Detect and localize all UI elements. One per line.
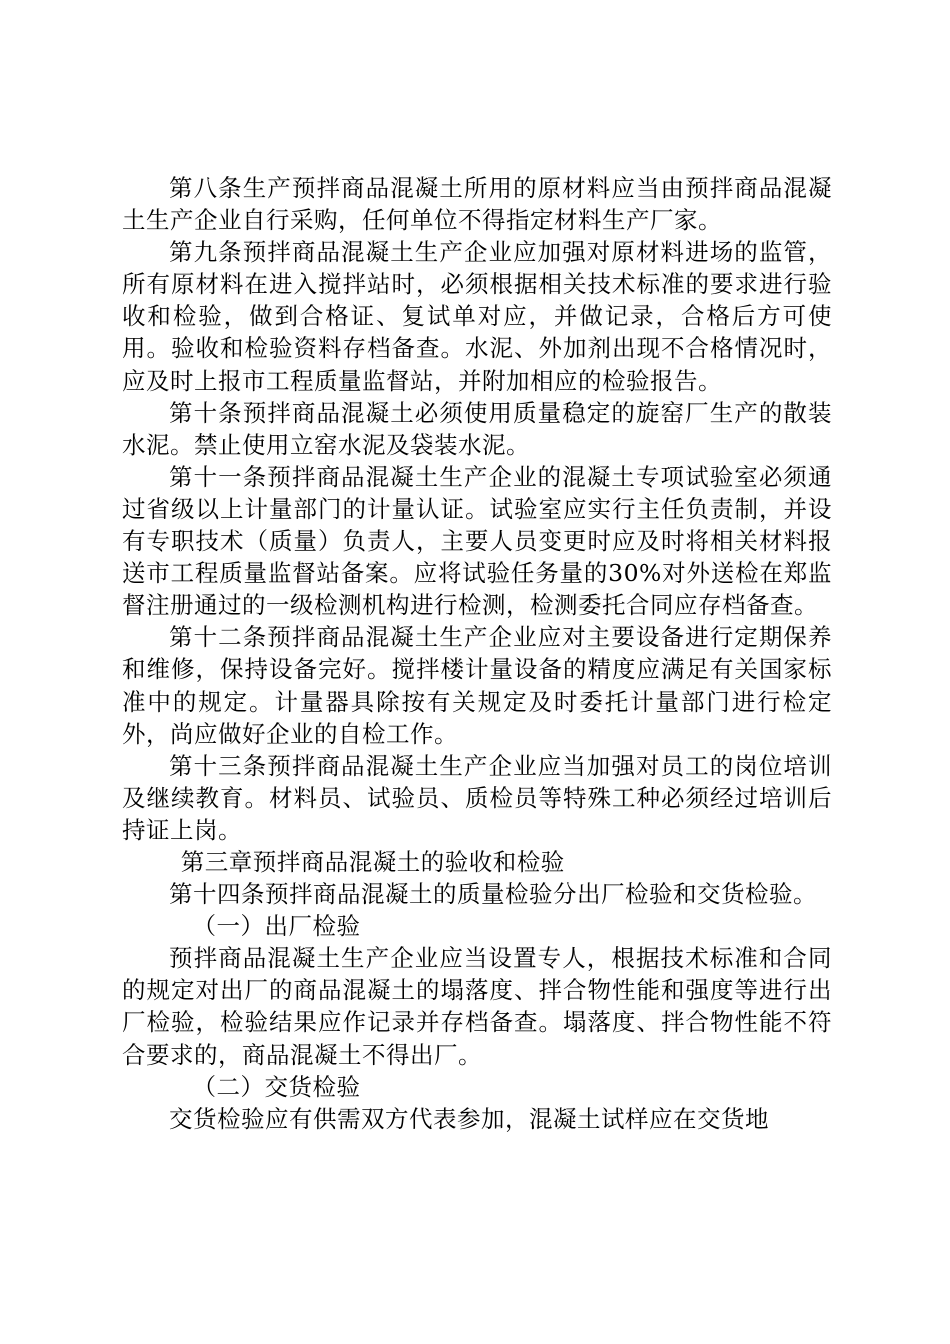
article-13-paragraph: 第十三条预拌商品混凝土生产企业应当加强对员工的岗位培训及继续教育。材料员、试验员、质检员等特殊工种必须经过培训后持证上岗。 bbox=[122, 751, 832, 844]
delivery-inspection-subheading: （二）交货检验 bbox=[192, 1072, 361, 1101]
article-10-paragraph: 第十条预拌商品混凝土必须使用质量稳定的旋窑厂生产的散装水泥。禁止使用立窑水泥及袋装水泥。 bbox=[122, 398, 832, 459]
article-11-paragraph: 第十一条预拌商品混凝土生产企业的混凝土专项试验室必须通过省级以上计量部门的计量认证。试验室应实行主任负责制，并设有专职技术（质量）负责人，主要人员变更时应及时将相关材料报送市工程质量监督站备案。应将试验任务量的30%对外送检在郑监督注册通过的一级检测机构进行检测，检测委托合同应存档备查。 bbox=[122, 462, 832, 620]
document-body bbox=[122, 172, 832, 1135]
delivery-inspection-paragraph: 交货检验应有供需双方代表参加，混凝土试样应在交货地 bbox=[169, 1104, 769, 1133]
article-12-paragraph: 第十二条预拌商品混凝土生产企业应对主要设备进行定期保养和维修，保持设备完好。搅拌楼计量设备的精度应满足有关国家标准中的规定。计量器具除按有关规定及时委托计量部门进行检定外，尚应做好企业的自检工作。 bbox=[122, 623, 832, 748]
chapter-3-heading: 第三章预拌商品混凝土的验收和检验 bbox=[180, 847, 565, 876]
article-8-paragraph: 第八条生产预拌商品混凝土所用的原材料应当由预拌商品混凝土生产企业自行采购，任何单位不得指定材料生产厂家。 bbox=[122, 174, 832, 235]
article-9-paragraph: 第九条预拌商品混凝土生产企业应加强对原材料进场的监管，所有原材料在进入搅拌站时，必须根据相关技术标准的要求进行验收和检验，做到合格证、复试单对应，并做记录，合格后方可使用。验收和检验资料存档备查。水泥、外加剂出现不合格情况时，应及时上报市工程质量监督站，并附加相应的检验报告。 bbox=[122, 238, 832, 395]
factory-inspection-paragraph: 预拌商品混凝土生产企业应当设置专人，根据技术标准和合同的规定对出厂的商品混凝土的塌落度、拌合物性能和强度等进行出厂检验，检验结果应作记录并存档备查。塌落度、拌合物性能不符合要求的，商品混凝土不得出厂。 bbox=[122, 944, 832, 1069]
factory-inspection-subheading: （一）出厂检验 bbox=[192, 912, 361, 941]
article-14-paragraph: 第十四条预拌商品混凝土的质量检验分出厂检验和交货检验。 bbox=[169, 880, 817, 909]
